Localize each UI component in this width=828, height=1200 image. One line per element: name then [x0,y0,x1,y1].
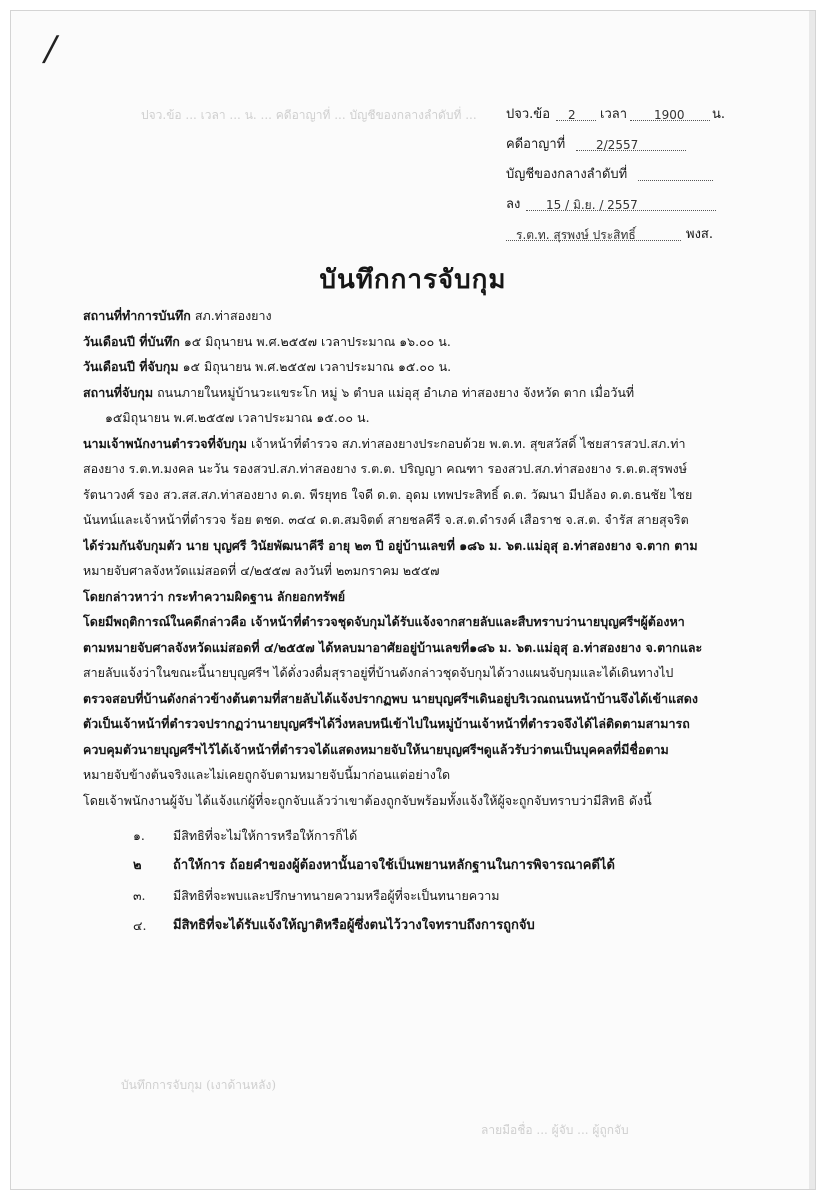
register-case-line [506,129,721,159]
place-record-line [83,303,743,329]
right-number: ๔. [133,918,147,934]
place-record-value: สภ.ท่าสองยาง [194,308,272,323]
officers-line: รัตนาวงศ์ รอง สว.สส.สภ.ท่าสองยาง ด.ต. พีรยุทธ ใจดี ด.ต. อุดม เทพประสิทธิ์ ด.ต. วัฒนา มีปล้อง ด.ต.ธนชัย ไชย [83,486,693,502]
document-title: บันทึกการจับกุม [319,265,507,295]
register-block [506,99,726,249]
notify-line: โดยเจ้าพนักงานผู้จับ ได้แจ้งแก่ผู้ที่จะถูกจับแล้วว่าเขาต้องถูกจับพร้อมทั้งแจ้งให้ผู้จะถูกจับทราบว่ามีสิทธิ ดังนี้ [83,792,652,808]
joint-arrest-line: ได้ร่วมกันจับกุมตัว นาย บุญศรี วินัยพัฒนาคีรี อายุ ๒๓ ปี อยู่บ้านเลขที่ ๑๘๖ ม. ๖ต.แม่อุสุ อ.ท่าสองยาง จ.ตาก ตาม [83,537,698,553]
date-record-label: วันเดือนปี ที่บันทึก [83,333,180,349]
right-number: ๓. [133,888,146,904]
facts-line: ตามหมายจับศาลจังหวัดแม่สอดที่ ๔/๒๕๕๗ ได้หลบมาอาศัยอยู่บ้านเลขที่๑๘๖ ม. ๖ต.แม่อุสุ อ.ท่าสองยาง จ.ตากและ [83,639,703,655]
right-item [83,881,743,911]
document-page [10,10,816,1190]
register-date-label: ลง [506,197,521,212]
bleed-through-text: ปจว.ข้อ ... เวลา ... น. ... คดีอาญาที่ ... บัญชีของกลางลำดับที่ ... [141,108,477,122]
page-edge [809,11,815,1189]
register-date-value: 15 / มิ.ย. / 2557 [546,198,638,212]
officers-text: เจ้าหน้าที่ตำรวจ สภ.ท่าสองยางประกอบด้วย พ.ต.ท. สุขสวัสดิ์ ไชยสารสวป.สภ.ท่า [250,435,686,451]
right-number: ๑. [133,828,145,844]
right-number: ๒ [133,858,142,874]
right-text: มีสิทธิที่จะได้รับแจ้งให้ญาติหรือผู้ซึ่งตนไว้วางใจทราบถึงการถูกจับ [173,918,535,934]
bleed-through-text: บันทึกการจับกุม (เงาด้านหลัง) [121,1078,277,1092]
register-time-value: 1900 [654,108,685,122]
place-record-label: สถานที่ทำการบันทึก [83,308,191,323]
place-arrest-line-2: ๑๕มิถุนายน พ.ศ.๒๕๕๗ เวลาประมาณ ๑๕.๐๐ น. [105,410,370,425]
facts-line: ควบคุมตัวนายบุญศรีฯไว้ได้เจ้าหน้าที่ตำรวจได้แสดงหมายจับให้นายบุญศรีฯดูแล้วรับว่าตนเป็นบุคคลที่มีชื่อตาม [83,741,669,757]
officers-line: นันทน์และเจ้าหน้าที่ตำรวจ ร้อย ตชด. ๓๔๔ ด.ต.สมจิตต์ สายชลคีรี จ.ส.ต.ดำรงค์ เสือราช จ.ส.ต. จำรัส สายสุจริต [83,512,689,527]
register-item-value: 2 [568,108,576,122]
facts-line: ตรวจสอบที่บ้านดังกล่าวข้างต้นตามที่สายลับได้แจ้งปรากฏพบ นายบุญศรีฯเดินอยู่บริเวณถนนหน้าบ้านจึงได้เข้าแสดง [83,690,699,706]
arrest-record-body [83,303,743,941]
register-case-value: 2/2557 [596,138,639,152]
date-arrest-value: ๑๕ มิถุนายน พ.ศ.๒๕๕๗ เวลาประมาณ ๑๕.๐๐ น. [182,359,452,374]
charge-value: กระทำความผิดฐาน ลักยอกทรัพย์ [167,588,346,604]
date-arrest-label: วันเดือนปี ที่จับกุม [83,359,179,374]
facts-line: ตัวเป็นเจ้าหน้าที่ตำรวจปรากฏว่านายบุญศรีฯได้วิ่งหลบหนีเข้าไปในหมู่บ้านเจ้าหน้าที่ตำรวจจึงได้ไล่ติดตามสามารถ [83,716,690,731]
right-text: มีสิทธิที่จะพบและปรึกษาทนายความหรือผู้ที่จะเป็นทนายความ [173,888,500,904]
register-officer-unit: พงส. [686,227,713,242]
register-evidence-label: บัญชีของกลางลำดับที่ [506,167,628,182]
right-item [83,911,743,941]
bleed-through-text: ลายมือชื่อ ... ผู้จับ ... ผู้ถูกจับ [481,1123,629,1137]
right-text: ถ้าให้การ ถ้อยคำของผู้ต้องหานั้นอาจใช้เป็นพยานหลักฐานในการพิจารณาคดีได้ [173,858,615,874]
facts-line: โดยมีพฤติการณ์ในคดีกล่าวคือ เจ้าหน้าที่ตำรวจชุดจับกุมได้รับแจ้งจากสายลับและสืบทราบว่านายบุญศรีฯผู้ต้องหา [83,614,685,629]
officers-line [83,431,743,457]
place-arrest-value: ถนนภายในหมู่บ้านวะแขระโก หมู่ ๖ ตำบล แม่อุสุ อำเภอ ท่าสองยาง จังหวัด ตาก เมื่อวันที่ [157,384,635,400]
joint-arrest-line: หมายจับศาลจังหวัดแม่สอดที่ ๔/๒๕๕๗ ลงวันที่ ๒๓มกราคม ๒๕๕๗ [83,563,440,578]
facts-line: สายลับแจ้งว่าในขณะนี้นายบุญศรีฯ ได้ดั่งวงดื่มสุราอยู่ที่บ้านดังกล่าวชุดจับกุมได้วางแผนจับกุมและได้เดินทางไป [83,665,674,680]
register-item-line [506,99,726,129]
date-record-value: ๑๕ มิถุนายน พ.ศ.๒๕๕๗ เวลาประมาณ ๑๖.๐๐ น. [183,333,451,349]
register-officer-value: ร.ต.ท. สุรพงษ์ ประสิทธิ์ [516,228,636,242]
register-time-unit: น. [712,107,726,122]
facts-line: หมายจับข้างต้นจริงและไม่เคยถูกจับตามหมายจับนี้มาก่อนแต่อย่างใด [83,767,451,782]
right-text: มีสิทธิที่จะไม่ให้การหรือให้การก็ได้ [173,828,358,844]
officers-label: นามเจ้าพนักงานตำรวจที่จับกุม [83,435,247,451]
place-arrest-label: สถานที่จับกุม [83,384,154,400]
right-item [83,851,743,881]
right-item [83,821,743,851]
charge-line [83,584,743,610]
register-date-line [506,189,721,219]
register-time-label: เวลา [600,107,628,122]
register-evidence-line [506,159,721,189]
register-item-label: ปจว.ข้อ [506,107,550,122]
date-record-line [83,329,743,355]
place-arrest-line [83,380,743,406]
register-case-label: คดีอาญาที่ [506,137,566,152]
handwritten-mark: / [40,29,61,69]
date-arrest-line [83,354,743,380]
officers-line: สองยาง ร.ต.ท.มงคล นะวัน รองสวป.สภ.ท่าสองยาง ร.ต.ต. ปริญญา คณฑา รองสวป.สภ.ท่าสองยาง ร.ต.ต.สุรพงษ์ [83,461,687,476]
rights-list [83,821,743,941]
charge-label: โดยกล่าวหาว่า [83,588,164,604]
register-officer-line [506,219,721,249]
